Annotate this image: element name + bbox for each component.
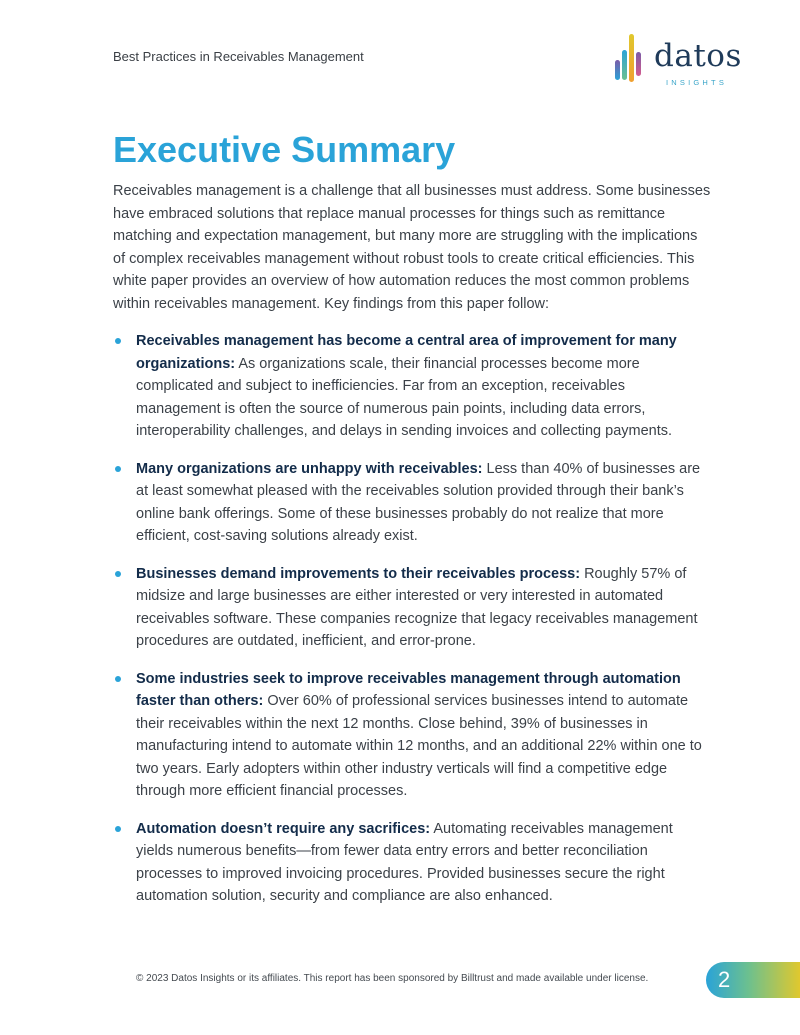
page-number-tab xyxy=(706,962,800,998)
finding-lead: Receivables management has become a central area of improvement for many organizations: xyxy=(136,333,677,372)
bullet-icon xyxy=(115,571,121,577)
finding-text: Over 60% of professional services businesses intend to automate their receivables within the next 12 months. Close behind, 39% of businesses in manufacturing intend to automate within 12 months, and an additional 22% within one to two years. Early adopters within other industry verticals will find a competitive edge through more efficient financial processes. xyxy=(136,693,702,799)
key-findings-list xyxy=(113,330,713,923)
bullet-icon xyxy=(115,338,121,344)
running-header: Best Practices in Receivables Management xyxy=(113,49,364,64)
bullet-icon xyxy=(115,676,121,682)
list-item xyxy=(113,668,713,803)
bullet-icon xyxy=(115,466,121,472)
logo-subtitle: INSIGHTS xyxy=(666,78,728,87)
list-item xyxy=(113,563,713,653)
list-item xyxy=(113,330,713,443)
logo-bars-icon xyxy=(612,30,644,86)
footer-copyright: © 2023 Datos Insights or its affiliates. This report has been sponsored by Billtrust and made available under license. xyxy=(136,973,649,984)
bullet-icon xyxy=(115,826,121,832)
finding-lead: Automation doesn’t require any sacrifices: xyxy=(136,820,431,837)
list-item xyxy=(113,458,713,548)
finding-lead: Many organizations are unhappy with receivables: xyxy=(136,460,483,477)
finding-text: Automating receivables management yields numerous benefits—from fewer data entry errors and better reconciliation processes to improved invoicing procedures. Provided businesses secure the right automation solution, security and compliance are also enhanced. xyxy=(136,820,673,904)
finding-text: Roughly 57% of midsize and large businesses are either interested or very interested in automated receivables software. These companies recognize that legacy receivables management procedures are outdated, inefficient, and error-prone. xyxy=(136,565,698,649)
finding-lead: Businesses demand improvements to their receivables process: xyxy=(136,565,581,582)
list-item xyxy=(113,818,713,908)
logo-wordmark: datos xyxy=(654,38,742,74)
page-number: 2 xyxy=(718,967,731,992)
page-title: Executive Summary xyxy=(113,129,456,170)
finding-lead: Some industries seek to improve receivables management through automation faster than others: xyxy=(136,670,681,709)
finding-text: Less than 40% of businesses are at least somewhat pleased with the receivables solution provided through their bank’s online bank offerings. Some of these businesses probably do not realize that more efficient, cost-saving solutions already exist. xyxy=(136,460,701,544)
intro-paragraph: Receivables management is a challenge that all businesses must address. Some businesses have embraced solutions that replace manual processes for things such as remittance matching and expectation management, but many more are struggling with the implications of complex receivables management without robust tools to create critical efficiencies. This white paper provides an overview of how automation reduces the most common problems within receivables management. Key findings from this paper follow: xyxy=(113,183,711,312)
finding-text: As organizations scale, their financial processes become more complicated and subject to inefficiencies. Far from an exception, receivables management is often the source of numerous pain points, including data errors, interoperability challenges, and delays in sending invoices and collecting payments. xyxy=(136,355,673,439)
datos-insights-logo xyxy=(612,30,747,90)
